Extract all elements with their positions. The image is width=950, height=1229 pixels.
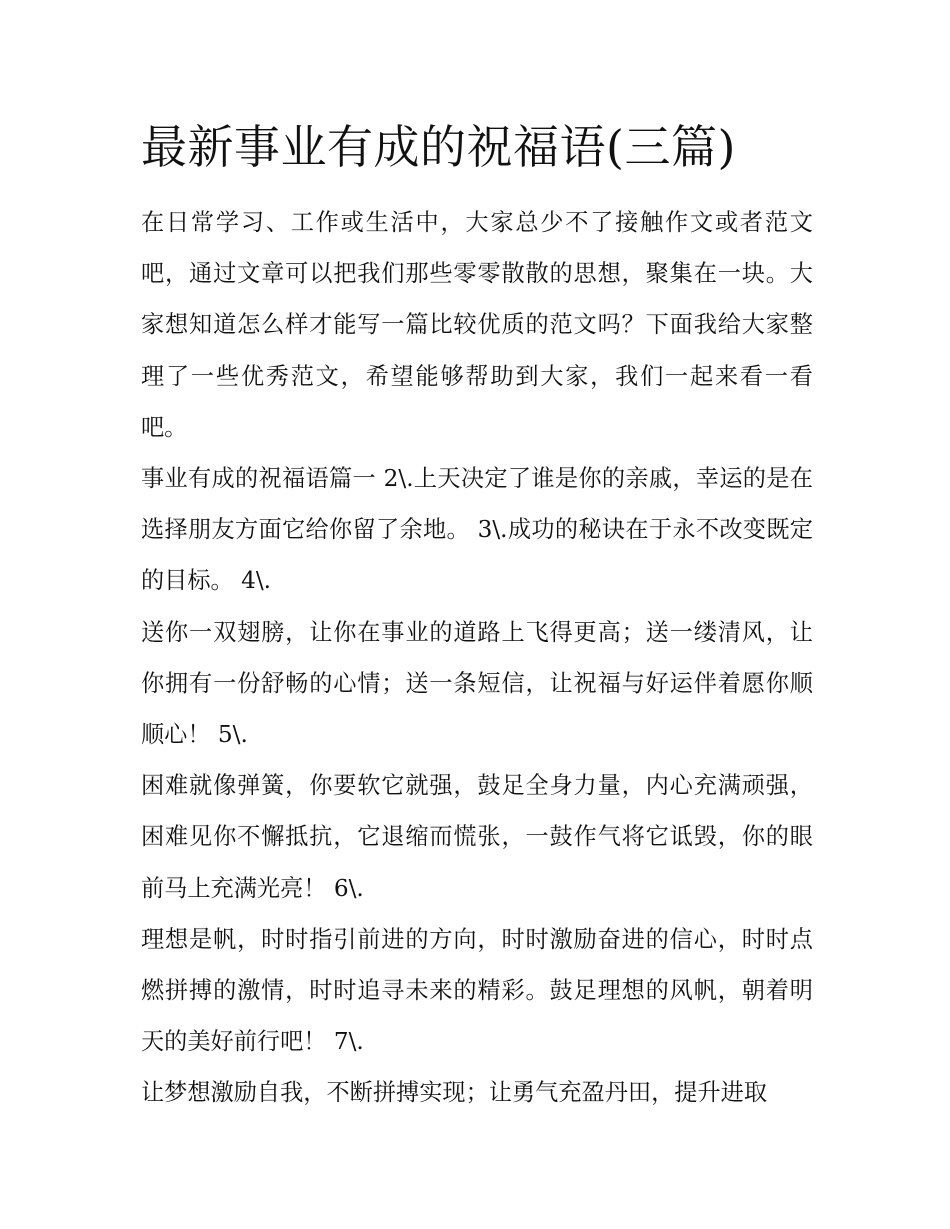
paragraph-wish-3: 困难就像弹簧，你要软它就强，鼓足全身力量，内心充满顽强，困难见你不懈抵抗，它退缩而慌张，一鼓作气将它诋毁，你的眼前马上充满光亮！ 6\.: [141, 772, 813, 902]
paragraph-wish-1: 事业有成的祝福语篇一 2\.上天决定了谁是你的亲戚，幸运的是在选择朋友方面它给你留了余地。 3\.成功的秘诀在于永不改变既定的目标。 4\.: [141, 465, 813, 595]
document-title: 最新事业有成的祝福语(三篇): [141, 120, 736, 174]
paragraph-wish-2: 送你一双翅膀，让你在事业的道路上飞得更高；送一缕清风，让你拥有一份舒畅的心情；送一条短信，让祝福与好运伴着愿你顺顺心！ 5\.: [141, 618, 813, 749]
paragraph-wish-5: 让梦想激励自我，不断拼搏实现；让勇气充盈丹田，提升进取: [141, 1079, 768, 1107]
document-body: [141, 197, 813, 1119]
paragraph-intro: 在日常学习、工作或生活中，大家总少不了接触作文或者范文吧，通过文章可以把我们那些零零散散的思想，聚集在一块。大家想知道怎么样才能写一篇比较优质的范文吗？下面我给大家整理了一些优秀范文，希望能够帮助到大家，我们一起来看一看吧。: [141, 209, 813, 441]
paragraph-wish-4: 理想是帆，时时指引前进的方向，时时激励奋进的信心，时时点燃拼搏的激情，时时追寻未来的精彩。鼓足理想的风帆，朝着明天的美好前行吧！ 7\.: [141, 925, 813, 1056]
